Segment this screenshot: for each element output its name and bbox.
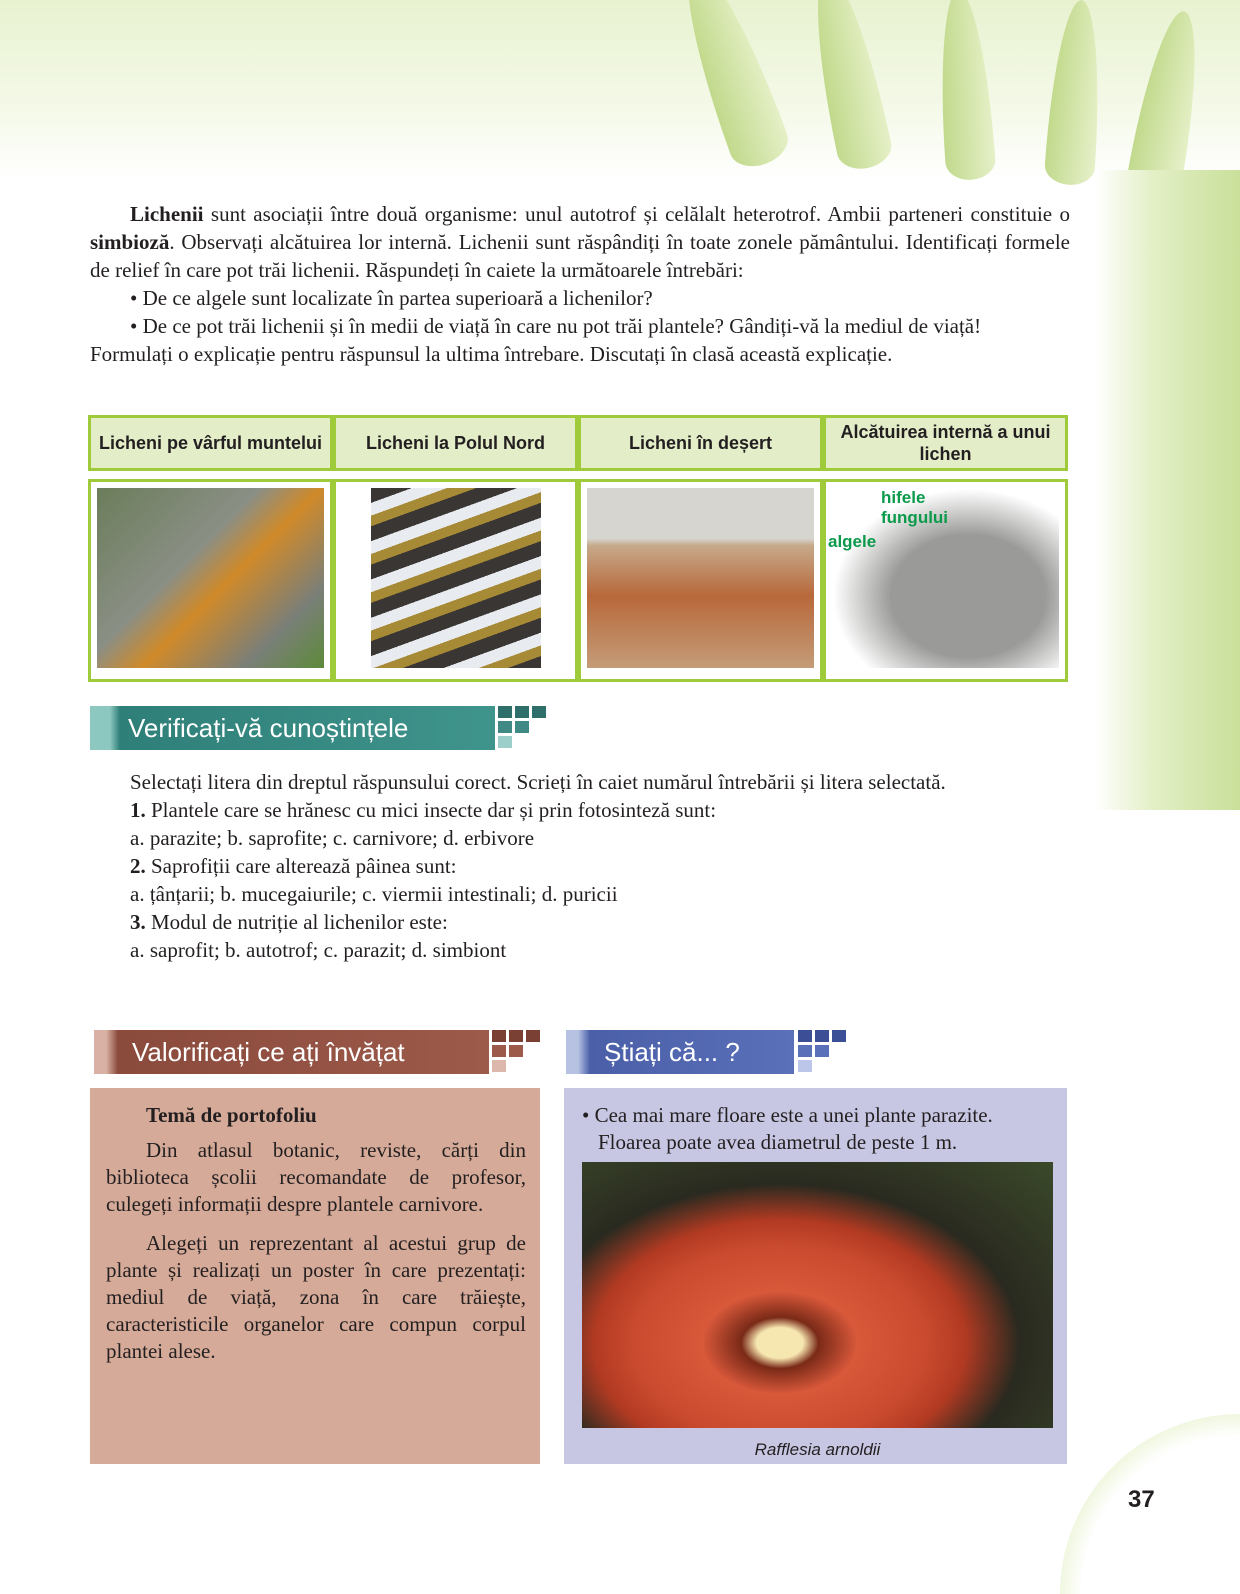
- north-pole-lichen-photo: [371, 488, 541, 668]
- quiz-options: a. parazite; b. saprofite; c. carnivore; d. erbivore: [130, 826, 535, 850]
- header-mountain: Licheni pe vârful muntelui: [88, 415, 333, 471]
- question-1: • De ce algele sunt localizate în partea superioară a lichenilor?: [130, 286, 653, 310]
- page-number: 37: [1128, 1486, 1155, 1513]
- lichen-table: [88, 415, 1068, 682]
- quiz: Selectați litera din dreptul răspunsului corect. Scrieți în caiet numărul întrebării și litera selectată. 1. Plantele care se hrănesc cu mici insecte dar și prin fotosinteză sunt: a. parazite; b. saprofite; c. carnivore; d. erbivore 2. Saprofiții care alterează pâinea sunt: a. țânțarii; b. mucegaiurile; c. viermii intestinali; d. puricii 3. Modul de nutriție al lichenilor este: a. saprofit; b. autotrof; c. parazit; d. simbiont: [130, 768, 1080, 964]
- rafflesia-photo: [582, 1162, 1053, 1428]
- portfolio-box: Temă de portofoliu Din atlasul botanic, reviste, cărți din biblioteca școlii recomandate de profesor, culegeți informații despre plantele carnivore. Alegeți un reprezentant al acestui grup de plante și realizați un poster în care prezentați: mediul de viață, zona în care trăiește, caracteristicile organelor care compun corpul plantei alese.: [90, 1088, 540, 1464]
- did-you-know-box: • Cea mai mare floare este a unei plante parazite. Floarea poate avea diametrul de peste 1 m. Rafflesia arnoldii: [564, 1088, 1067, 1464]
- intro-text: Lichenii sunt asociații între două organisme: unul autotrof și celălalt heterotrof. Ambii parteneri constituie o simbioză. Observați alcătuirea lor internă. Lichenii sunt răspândiți în toate zonele pământului. Identificați formele de relief în care pot trăi lichenii. Răspundeți în caiete la următoarele întrebări: • De ce algele sunt localizate în partea superioară a lichenilor? • De ce pot trăi lichenii și în medii de viață în care nu pot trăi plantele? Gândiți-vă la mediul de viață! Formulați o explicație pentru răspunsul la ultima întrebare. Discutați în clasă această explicație.: [90, 202, 1070, 366]
- leaf-background-right: [1095, 170, 1240, 810]
- check-knowledge-heading: Verificați-vă cunoștințele: [90, 706, 495, 750]
- quiz-question: 2. Saprofiții care alterează pâinea sunt:: [130, 854, 457, 878]
- quiz-question: 1. Plantele care se hrănesc cu mici insecte dar și prin fotosinteză sunt:: [130, 798, 717, 822]
- quiz-options: a. țânțarii; b. mucegaiurile; c. viermii intestinali; d. puricii: [130, 882, 618, 906]
- decor-squares: [498, 706, 546, 748]
- did-you-know-heading: Știați că... ?: [566, 1030, 794, 1074]
- mountain-lichen-photo: [97, 488, 324, 668]
- label-algae: algele: [828, 532, 877, 551]
- quiz-question: 3. Modul de nutriție al lichenilor este:: [130, 910, 448, 934]
- leaf-background: [0, 0, 1240, 180]
- photo-caption: Rafflesia arnoldii: [754, 1440, 881, 1459]
- decor-squares: [798, 1030, 846, 1072]
- header-internal-structure: Alcătuirea internă a unui lichen: [823, 415, 1068, 471]
- header-north-pole: Licheni la Polul Nord: [333, 415, 578, 471]
- label-hyphae: hifele fungului: [881, 488, 949, 527]
- desert-lichen-photo: [587, 488, 814, 668]
- question-2: • De ce pot trăi lichenii și în medii de viață în care nu pot trăi plantele? Gândiți-vă la mediul de viață!: [130, 314, 982, 338]
- decor-squares: [492, 1030, 540, 1072]
- apply-heading: Valorificați ce ați învățat: [94, 1030, 489, 1074]
- quiz-options: a. saprofit; b. autotrof; c. parazit; d. simbiont: [130, 938, 507, 962]
- header-desert: Licheni în deșert: [578, 415, 823, 471]
